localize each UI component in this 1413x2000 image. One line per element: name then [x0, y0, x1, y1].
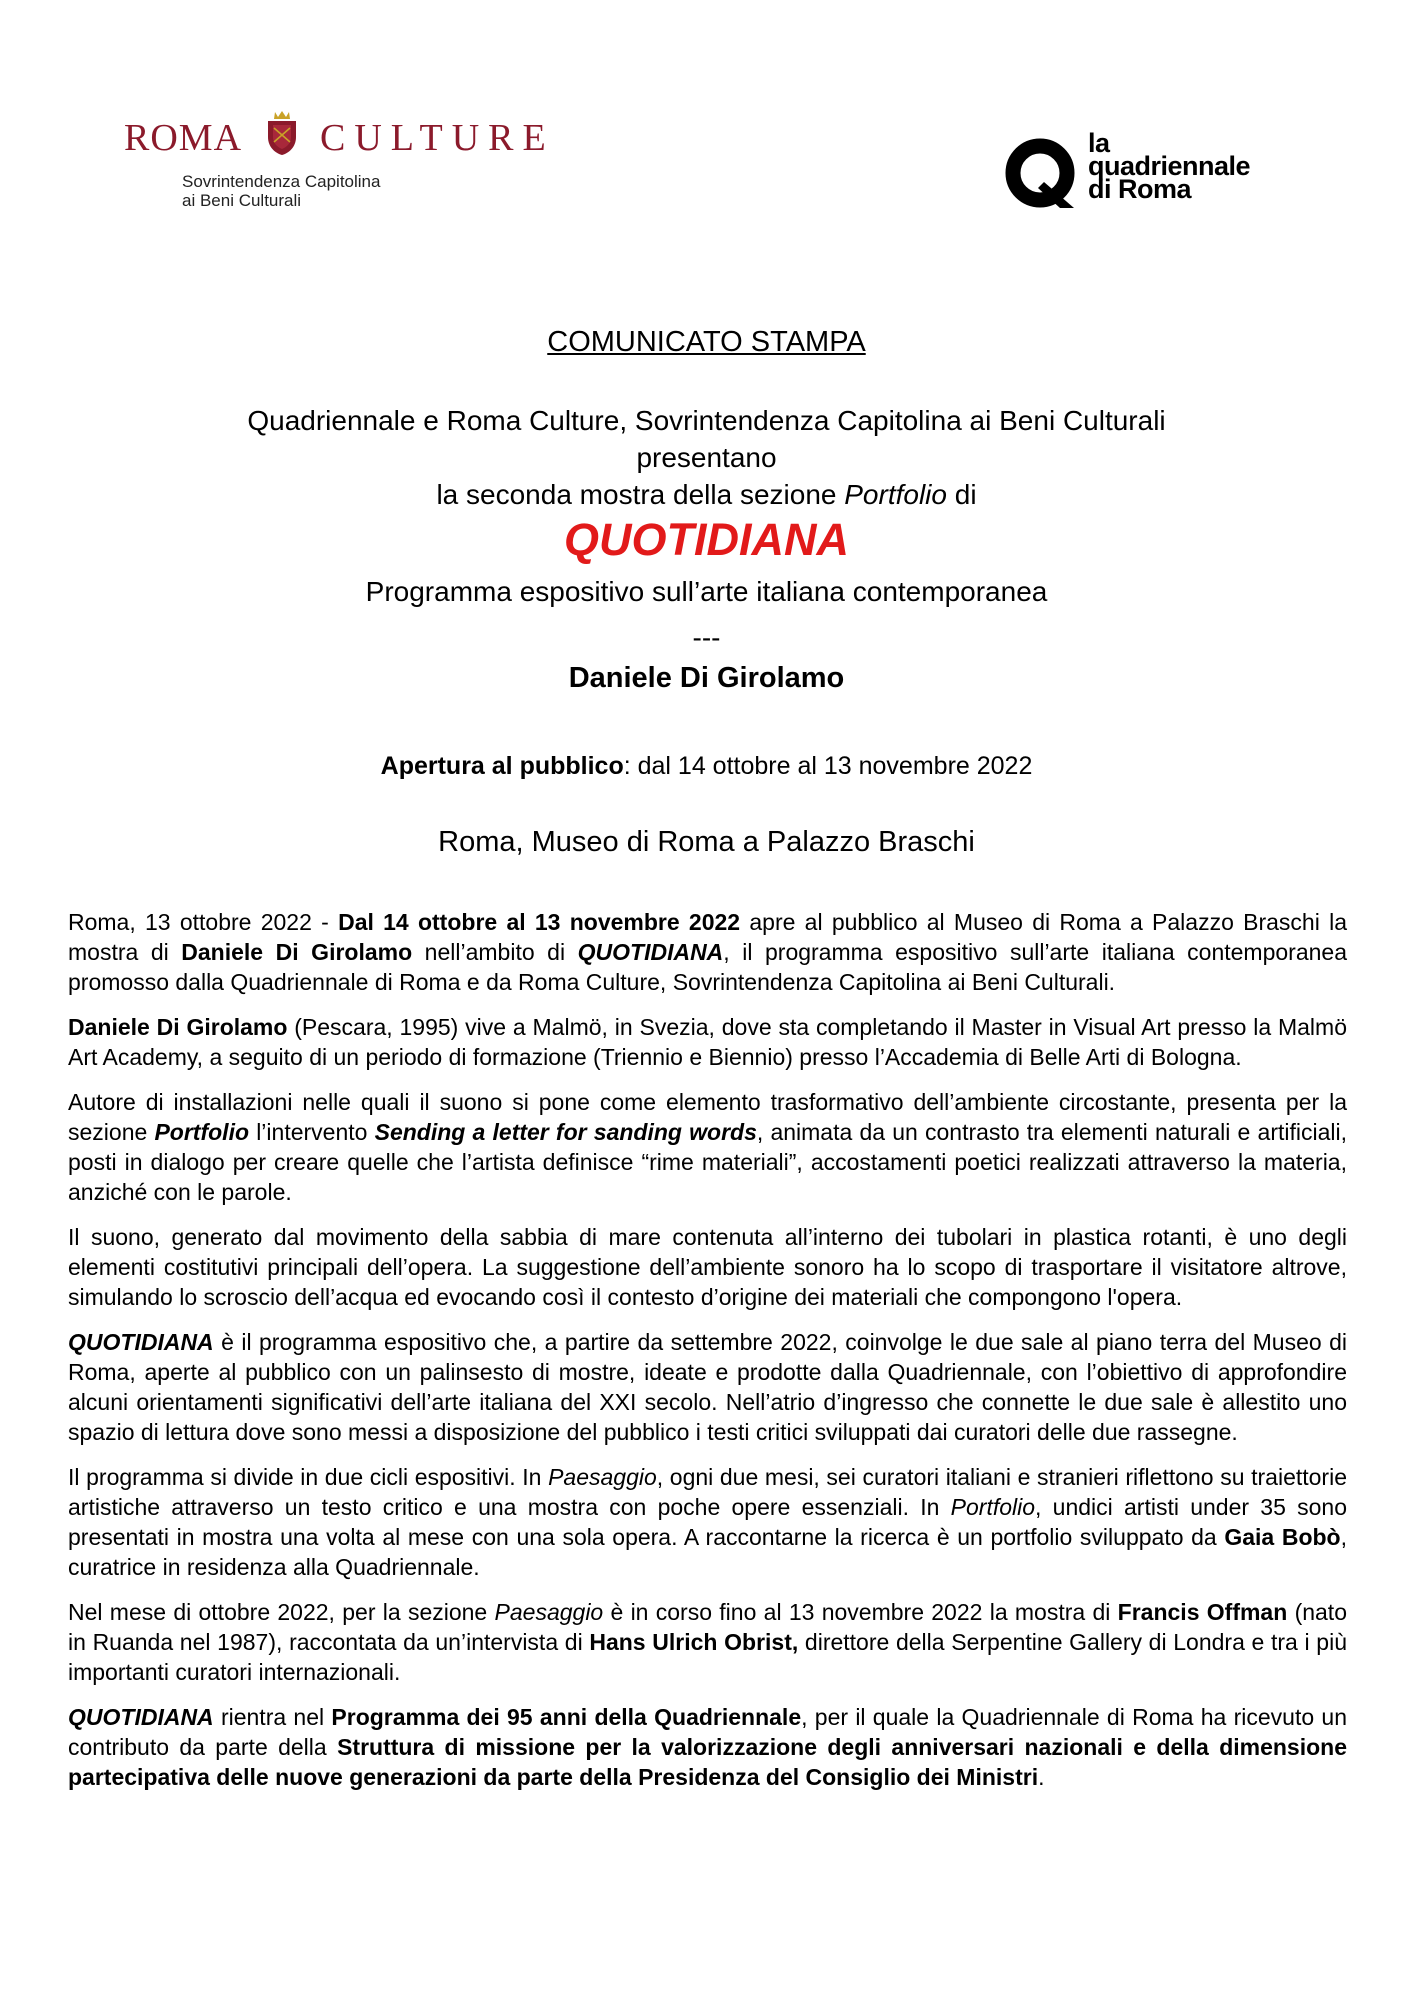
- paragraph-8: [68, 1702, 1347, 1792]
- text: Il suono, generato dal movimento della sabbia di mare contenuta all’interno dei tubolari in plastica rotanti, è uno degli elementi costitutivi principali dell’opera. La suggestione dell’ambiente sonoro ha lo scopo di trasportare il visitatore altrove, simulando lo scroscio dell’acqua ed evocando così il contesto d’origine dei materiali che compongono l'opera.: [68, 1224, 1347, 1310]
- roma-culture-logo: [124, 110, 584, 220]
- text-bold: Programma dei 95 anni della Quadriennale: [331, 1704, 802, 1730]
- text-bold-italic: QUOTIDIANA: [68, 1329, 214, 1355]
- intro-line-1: Quadriennale e Roma Culture, Sovrintendenza Capitolina ai Beni Culturali: [247, 405, 1166, 436]
- text: Autore di installazioni nelle quali il suono si pone come elemento trasformativo dell’ambiente circostante, presenta per la sezione: [68, 1089, 1347, 1145]
- text: (nato in Ruanda nel 1987), raccontata da un’intervista di: [68, 1599, 1347, 1655]
- text-italic: Paesaggio: [494, 1599, 604, 1625]
- text: .: [1038, 1764, 1045, 1790]
- text: , curatrice in residenza alla Quadriennale.: [68, 1524, 1347, 1580]
- text-italic: Portfolio: [950, 1494, 1036, 1520]
- paragraph-4: [68, 1222, 1347, 1312]
- body-text: [68, 907, 1347, 1807]
- text-bold: Gaia Bobò: [1224, 1524, 1341, 1550]
- text-bold-italic: QUOTIDIANA: [68, 1704, 214, 1730]
- venue: Roma, Museo di Roma a Palazzo Braschi: [438, 826, 975, 858]
- text-bold-italic: Portfolio: [154, 1119, 250, 1145]
- text: l’intervento: [249, 1119, 375, 1145]
- paragraph-1: [68, 907, 1347, 997]
- opening-label: Apertura al pubblico: [380, 752, 624, 780]
- opening-value: : dal 14 ottobre al 13 novembre 2022: [623, 752, 1033, 780]
- intro-portfolio: Portfolio: [844, 479, 947, 510]
- text: apre al pubblico al Museo di Roma a Palazzo Braschi la mostra di: [68, 909, 1347, 965]
- text: direttore della Serpentine Gallery di Londra e tra i più importanti curatori internazionali.: [68, 1629, 1347, 1685]
- text-italic: Paesaggio: [548, 1464, 657, 1490]
- text: rientra nel: [213, 1704, 332, 1730]
- quadriennale-q-icon: [1004, 138, 1084, 210]
- roma-logo-word: ROMA: [124, 117, 243, 159]
- text: , ogni due mesi, sei curatori italiani e stranieri riflettono su traiettorie artistiche attraverso un testo critico e una mostra con poche opere essenziali. In: [68, 1464, 1347, 1520]
- quadriennale-logo-text: [1088, 128, 1251, 204]
- opening-dates: [0, 752, 1413, 781]
- text: Il programma si divide in due cicli espositivi. In: [68, 1464, 549, 1490]
- text: è il programma espositivo che, a partire da settembre 2022, coinvolge le due sale al piano terra del Museo di Roma, aperte al pubblico con un palinsesto di mostre, ideate e prodotte dalla Quadriennale, con l’obiettivo di approfondire alcuni orientamenti significativi dell’arte italiana del XXI secolo. Nell’atrio d’ingresso che connette le due sale è allestito uno spazio di lettura dove sono messi a disposizione del pubblico i testi critici sviluppati dai curatori delle due rassegne.: [68, 1329, 1347, 1445]
- quadriennale-logo: [1004, 130, 1274, 220]
- program-subtitle: Programma espositivo sull’arte italiana contemporanea: [365, 576, 1048, 607]
- paragraph-2: [68, 1012, 1347, 1072]
- paragraph-5: [68, 1327, 1347, 1447]
- text: , per il quale la Quadriennale di Roma ha ricevuto un contributo da parte della: [68, 1704, 1347, 1760]
- roma-logo-subtitle: [182, 172, 380, 210]
- exhibition-title: QUOTIDIANA: [564, 514, 849, 565]
- intro-block: [0, 402, 1413, 513]
- roma-subtitle-line-2: ai Beni Culturali: [182, 191, 302, 210]
- text-bold-italic: Sending a letter for sanding words: [374, 1119, 757, 1145]
- roma-shield-icon: [265, 110, 299, 156]
- text-bold: Dal 14 ottobre al 13 novembre 2022: [338, 909, 741, 935]
- text-bold: Struttura di missione per la valorizzazione degli anniversari nazionali e della dimensione partecipativa delle nuove generazioni da parte della Presidenza del Consiglio dei Ministri: [68, 1734, 1347, 1790]
- quad-line-1: la: [1088, 128, 1110, 158]
- text: è in corso fino al 13 novembre 2022 la mostra di: [603, 1599, 1118, 1625]
- text: Roma, 13 ottobre 2022 -: [68, 909, 339, 935]
- text: , undici artisti under 35 sono presentati in mostra una volta al mese con una sola opera. A raccontarne la ricerca è un portfolio sviluppato da: [68, 1494, 1347, 1550]
- roma-subtitle-line-1: Sovrintendenza Capitolina: [182, 172, 381, 191]
- text: Nel mese di ottobre 2022, per la sezione: [68, 1599, 495, 1625]
- intro-text: di: [946, 479, 977, 510]
- text-bold: Hans Ulrich Obrist,: [589, 1629, 799, 1655]
- text-bold: Francis Offman: [1117, 1599, 1288, 1625]
- text-bold: Daniele Di Girolamo: [68, 1014, 288, 1040]
- text: , il programma espositivo sull’arte italiana contemporanea promosso dalla Quadriennale di Roma e da Roma Culture, Sovrintendenza Capitolina ai Beni Culturali.: [68, 939, 1347, 995]
- artist-name: Daniele Di Girolamo: [568, 662, 845, 694]
- separator: ---: [692, 622, 721, 653]
- intro-text: la seconda mostra della sezione: [436, 479, 845, 510]
- press-release-label: COMUNICATO STAMPA: [547, 326, 866, 358]
- paragraph-7: [68, 1597, 1347, 1687]
- intro-line-2: presentano: [636, 442, 777, 473]
- culture-logo-word: CULTURE: [320, 117, 555, 159]
- text: (Pescara, 1995) vive a Malmö, in Svezia, dove sta completando il Master in Visual Art presso la Malmö Art Academy, a seguito di un periodo di formazione (Triennio e Biennio) presso l’Accademia di Belle Arti di Bologna.: [68, 1014, 1347, 1070]
- text: , animata da un contrasto tra elementi naturali e artificiali, posti in dialogo per creare quelle che l’artista definisce “rime materiali”, accostamenti poetici realizzati attraverso la materia, anziché con le parole.: [68, 1119, 1348, 1205]
- text: nell’ambito di: [412, 939, 578, 965]
- quad-line-3: di Roma: [1088, 174, 1192, 204]
- intro-line-3: [0, 476, 1413, 513]
- paragraph-3: [68, 1087, 1347, 1207]
- paragraph-6: [68, 1462, 1347, 1582]
- quad-line-2: quadriennale: [1088, 151, 1251, 181]
- text-bold: Daniele Di Girolamo: [181, 939, 413, 965]
- text-bold-italic: QUOTIDIANA: [577, 939, 724, 965]
